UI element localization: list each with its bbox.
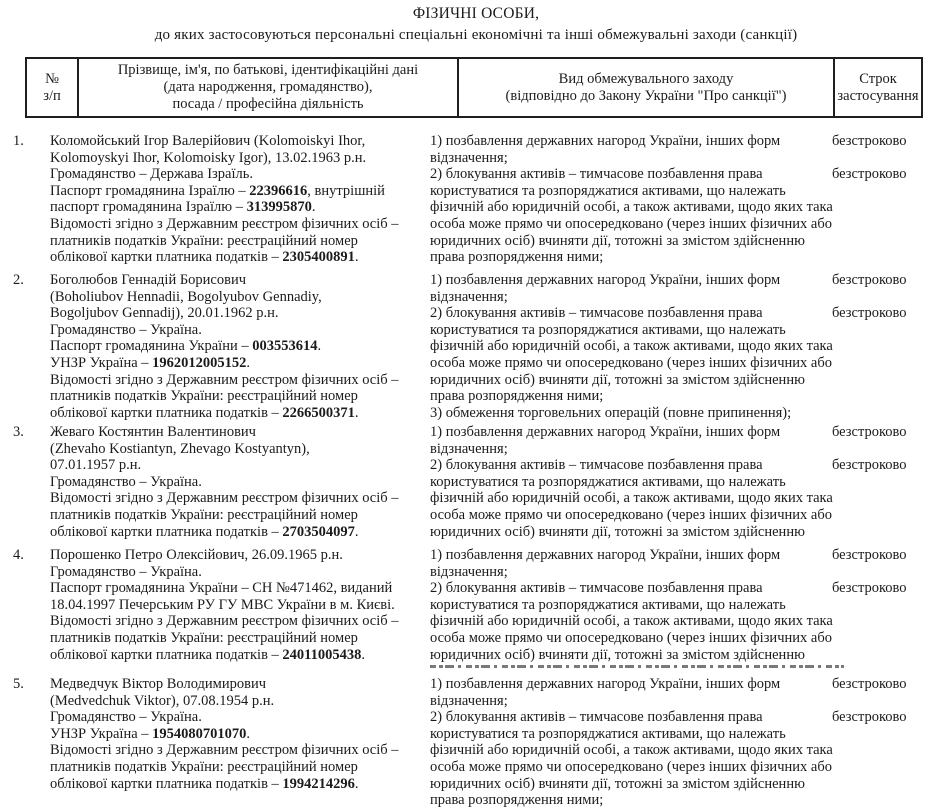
text-run: 07.01.1957 р.н. (50, 457, 142, 474)
id-number: 2703504097 (282, 523, 355, 540)
text-run: відзначення; (430, 692, 508, 709)
person-line (50, 183, 470, 200)
measure-line (430, 441, 870, 458)
text-run: Bogoljubov Gennadij), 20.01.1962 р.н. (50, 305, 279, 322)
document-subtitle: до яких застосовуються персональні спеціальні економічні та інші обмежувальні заходи (санкції) (154, 27, 798, 43)
text-run: . (354, 775, 359, 792)
text-run: . (246, 725, 251, 742)
measure-cell (430, 676, 870, 809)
measure-line (430, 597, 870, 614)
header-cell-person (77, 59, 457, 116)
text-run: відзначення; (430, 288, 508, 305)
clipped-text-sliver (430, 665, 844, 668)
person-line (50, 338, 470, 355)
text-run: Відомості згідно з Державним реєстром фізичних осіб – (50, 613, 399, 630)
measure-line (430, 776, 870, 793)
id-number: 2305400891 (282, 249, 355, 266)
measure-line (430, 166, 870, 183)
text-run: фізичній або юридичній особі, а також активами, щодо яких така (430, 338, 833, 355)
measure-line (430, 613, 870, 630)
person-line (50, 490, 470, 507)
text-run: фізичній або юридичній особі, а також активами, щодо яких така (430, 490, 833, 507)
text-run: Kolomoyskyi Ihor, Kolomoisky Igor), 13.02.1963 р.н. (50, 149, 367, 166)
person-line (50, 199, 470, 216)
header-cell-num (27, 59, 77, 116)
person-line (50, 424, 470, 441)
text-run: облікової картки платника податків – (50, 646, 283, 663)
id-number: 2266500371 (282, 404, 355, 421)
measure-line (430, 183, 870, 200)
person-line (50, 507, 470, 524)
text-run: Громадянство – Україна. (50, 563, 202, 580)
measure-line (430, 524, 870, 541)
text-run: Коломойський Ігор Валерійович (Kolomoiskyi Ihor, (50, 133, 366, 149)
text-run: паспорт громадянина Ізраїлю – (50, 199, 247, 216)
term-value: безстроково (832, 709, 907, 726)
measure-cell (430, 547, 870, 668)
person-line (50, 693, 470, 710)
measure-line (430, 457, 870, 474)
text-run: облікової картки платника податків – (50, 523, 283, 540)
text-run: 2) блокування активів – тимчасове позбавлення права (430, 709, 763, 726)
text-run: Паспорт громадянина Ізраїлю – (50, 182, 250, 199)
text-run: . (311, 199, 316, 216)
text-run: юридичних осіб) вчиняти дії, тотожні за змістом здійсненню (430, 232, 805, 249)
person-cell (50, 424, 470, 540)
text-run: 3) обмеження торговельних операцій (повне припинення); (430, 404, 792, 421)
text-run: користуватися та розпоряджатися активами, що належать (430, 182, 786, 199)
text-run: 1) позбавлення державних нагород України, інших форм (430, 424, 781, 440)
person-line (50, 249, 470, 266)
document-title: ФІЗИЧНІ ОСОБИ, (412, 5, 540, 22)
measure-line (430, 580, 870, 597)
term-value: безстроково (832, 457, 907, 474)
row-number: 3. (13, 424, 24, 440)
id-number: 1954080701070 (152, 725, 247, 742)
header-line: Строк (859, 70, 897, 87)
measure-line (430, 355, 870, 372)
text-run: 2) блокування активів – тимчасове позбавлення права (430, 166, 763, 183)
header-line: (відповідно до Закону України "Про санкції") (505, 87, 787, 104)
text-run: особа може прямо чи опосередковано (через інших фізичних або (430, 215, 832, 232)
person-line (50, 150, 470, 167)
row-number: 1. (13, 133, 24, 149)
text-run: юридичних осіб) вчиняти дії, тотожні за змістом здійсненню (430, 646, 805, 663)
term-value: безстроково (832, 580, 907, 597)
person-line (50, 580, 470, 597)
term-value: безстроково (832, 133, 907, 149)
measure-line (430, 630, 870, 647)
measure-line (430, 133, 870, 150)
text-run: юридичних осіб) вчиняти дії, тотожні за змістом здійсненню (430, 775, 805, 792)
person-line (50, 676, 470, 693)
text-run: 1) позбавлення державних нагород України, інших форм (430, 133, 781, 149)
person-line (50, 216, 470, 233)
header-cell-measure (457, 59, 833, 116)
person-line (50, 759, 470, 776)
text-run: 2) блокування активів – тимчасове позбавлення права (430, 457, 763, 474)
text-run: Паспорт громадянина України – СН №471462, виданий (50, 580, 393, 597)
text-run: відзначення; (430, 440, 508, 457)
measure-line (430, 233, 870, 250)
person-line (50, 233, 470, 250)
text-run: права розпорядження ними; (430, 388, 604, 405)
text-run: Відомості згідно з Державним реєстром фізичних осіб – (50, 742, 399, 759)
person-line (50, 726, 470, 743)
id-number: 22396616 (249, 182, 308, 199)
text-run: Порошенко Петро Олексійович, 26.09.1965 р.н. (50, 547, 343, 563)
text-run: . (246, 354, 251, 371)
term-value: безстроково (832, 272, 907, 288)
text-run: Паспорт громадянина України – (50, 338, 253, 355)
measure-line (430, 647, 870, 664)
text-run: Відомості згідно з Державним реєстром фізичних осіб – (50, 215, 399, 232)
measure-line (430, 305, 870, 322)
measure-cell (430, 424, 870, 540)
text-run: Боголюбов Геннадій Борисович (50, 272, 247, 288)
header-line: (дата народження, громадянство), (163, 79, 373, 95)
id-number: 003553614 (252, 338, 318, 355)
text-run: особа може прямо чи опосередковано (через інших фізичних або (430, 758, 832, 775)
header-line: посада / професійна діяльність (172, 96, 364, 112)
measure-line (430, 792, 870, 809)
text-run: фізичній або юридичній особі, а також активами, щодо яких така (430, 199, 833, 216)
header-line: застосування (837, 87, 919, 104)
text-run: платників податків України: реєстраційний номер (50, 388, 358, 405)
text-run: (Medvedchuk Viktor), 07.08.1954 р.н. (50, 692, 275, 709)
measure-line (430, 388, 870, 405)
text-run: Громадянство – Україна. (50, 709, 202, 726)
person-line (50, 372, 470, 389)
text-run: відзначення; (430, 563, 508, 580)
text-run: . (317, 338, 322, 355)
measure-line (430, 338, 870, 355)
person-cell (50, 272, 470, 421)
text-run: 2) блокування активів – тимчасове позбавлення права (430, 580, 763, 597)
measure-line (430, 424, 870, 441)
measure-line (430, 759, 870, 776)
text-run: (Zhevaho Kostiantyn, Zhevago Kostyantyn), (50, 440, 310, 457)
measure-line (430, 507, 870, 524)
person-line (50, 597, 470, 614)
text-run: фізичній або юридичній особі, а також активами, щодо яких така (430, 742, 833, 759)
person-line (50, 322, 470, 339)
person-line (50, 388, 470, 405)
person-line (50, 630, 470, 647)
text-run: облікової картки платника податків – (50, 404, 283, 421)
measure-line (430, 249, 870, 266)
measure-line (430, 676, 870, 693)
term-value: безстроково (832, 424, 907, 440)
id-number: 24011005438 (282, 646, 362, 663)
text-run: користуватися та розпоряджатися активами, що належать (430, 725, 786, 742)
person-line (50, 709, 470, 726)
text-run: 1) позбавлення державних нагород України, інших форм (430, 676, 781, 692)
text-run: особа може прямо чи опосередковано (через інших фізичних або (430, 506, 832, 523)
text-run: платників податків України: реєстраційний номер (50, 758, 358, 775)
text-run: особа може прямо чи опосередковано (через інших фізичних або (430, 629, 832, 646)
person-line (50, 647, 470, 664)
person-line (50, 776, 470, 793)
text-run: Відомості згідно з Державним реєстром фізичних осіб – (50, 371, 399, 388)
measure-line (430, 564, 870, 581)
header-cell-term (833, 59, 921, 116)
person-line (50, 355, 470, 372)
row-number: 2. (13, 272, 24, 288)
row-number: 5. (13, 676, 24, 692)
text-run: 1) позбавлення державних нагород України, інших форм (430, 547, 781, 563)
text-run: Відомості згідно з Державним реєстром фізичних осіб – (50, 490, 399, 507)
person-line (50, 289, 470, 306)
text-run: УНЗР Україна – (50, 725, 153, 742)
measure-line (430, 709, 870, 726)
text-run: 1) позбавлення державних нагород України, інших форм (430, 272, 781, 288)
measure-line (430, 216, 870, 233)
id-number: 1962012005152 (152, 354, 247, 371)
text-run: права розпорядження ними; (430, 249, 604, 266)
text-run: користуватися та розпоряджатися активами, що належать (430, 596, 786, 613)
text-run: 2) блокування активів – тимчасове позбавлення права (430, 305, 763, 322)
text-run: платників податків України: реєстраційний номер (50, 232, 358, 249)
text-run: Жеваго Костянтин Валентинович (50, 424, 256, 440)
measure-line (430, 547, 870, 564)
text-run: , внутрішній (307, 182, 385, 199)
person-cell (50, 133, 470, 266)
id-number: 313995870 (246, 199, 312, 216)
person-line (50, 474, 470, 491)
header-line: № (45, 70, 59, 87)
person-line (50, 405, 470, 422)
measure-line (430, 474, 870, 491)
measure-line (430, 726, 870, 743)
text-run: УНЗР Україна – (50, 354, 153, 371)
header-line: Прізвище, ім'я, по батькові, ідентифікаційні дані (117, 62, 419, 78)
person-line (50, 457, 470, 474)
person-line (50, 305, 470, 322)
text-run: особа може прямо чи опосередковано (через інших фізичних або (430, 354, 832, 371)
person-line (50, 524, 470, 541)
person-line (50, 133, 470, 150)
text-run: права розпорядження ними; (430, 792, 604, 809)
measure-line (430, 272, 870, 289)
text-run: облікової картки платника податків – (50, 775, 283, 792)
measure-line (430, 693, 870, 710)
person-line (50, 272, 470, 289)
person-line (50, 166, 470, 183)
measure-line (430, 742, 870, 759)
text-run: юридичних осіб) вчиняти дії, тотожні за змістом здійсненню (430, 371, 805, 388)
text-run: . (354, 249, 359, 266)
person-cell (50, 676, 470, 792)
person-line (50, 441, 470, 458)
term-value: безстроково (832, 305, 907, 322)
id-number: 1994214296 (282, 775, 355, 792)
person-line (50, 547, 470, 564)
term-value: безстроково (832, 676, 907, 692)
person-line (50, 742, 470, 759)
text-run: (Boholiubov Hennadii, Bogolyubov Gennadiy, (50, 288, 322, 305)
text-run: Громадянство – Україна. (50, 473, 202, 490)
measure-line (430, 199, 870, 216)
measure-cell (430, 133, 870, 266)
text-run: Громадянство – Україна. (50, 321, 202, 338)
person-cell (50, 547, 470, 663)
measure-line (430, 322, 870, 339)
measure-cell (430, 272, 870, 421)
table-header (25, 57, 923, 118)
text-run: . (361, 646, 365, 663)
text-run: платників податків України: реєстраційний номер (50, 629, 358, 646)
text-run: . (354, 523, 359, 540)
person-line (50, 564, 470, 581)
text-run: платників податків України: реєстраційний номер (50, 506, 358, 523)
text-run: облікової картки платника податків – (50, 249, 283, 266)
text-run: користуватися та розпоряджатися активами, що належать (430, 321, 786, 338)
text-run: Медведчук Віктор Володимирович (50, 676, 267, 692)
term-value: безстроково (832, 547, 907, 563)
measure-line (430, 490, 870, 507)
text-run: юридичних осіб) вчиняти дії, тотожні за змістом здійсненню (430, 523, 805, 540)
header-line: з/п (43, 87, 61, 104)
header-line: Вид обмежувального заходу (558, 70, 734, 87)
text-run: Громадянство – Держава Ізраїль. (50, 166, 253, 183)
text-run: . (354, 404, 359, 421)
text-run: фізичній або юридичній особі, а також активами, щодо яких така (430, 613, 833, 630)
term-value: безстроково (832, 166, 907, 183)
measure-line (430, 289, 870, 306)
text-run: відзначення; (430, 149, 508, 166)
measure-line (430, 372, 870, 389)
measure-line (430, 150, 870, 167)
measure-line (430, 405, 870, 422)
text-run: користуватися та розпоряджатися активами, що належать (430, 473, 786, 490)
text-run: 18.04.1997 Печерським РУ ГУ МВС України в м. Києві. (50, 596, 395, 613)
person-line (50, 613, 470, 630)
row-number: 4. (13, 547, 24, 563)
